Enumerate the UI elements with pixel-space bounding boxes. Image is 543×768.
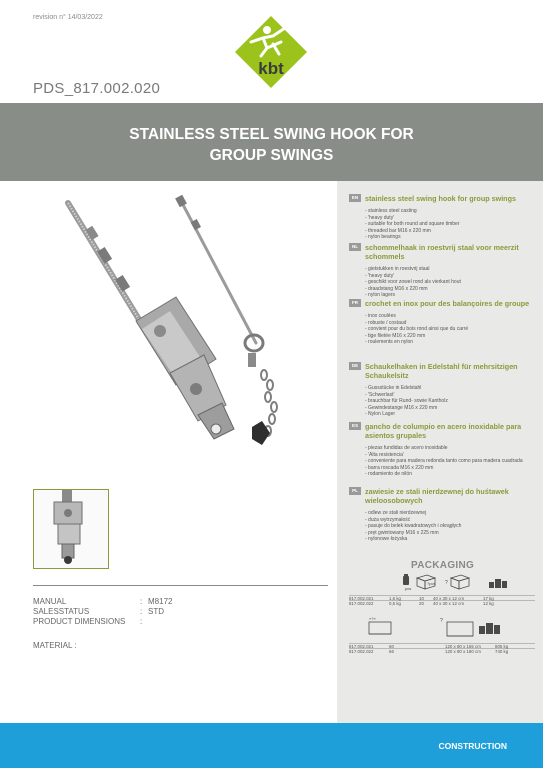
- product-title: [0, 124, 543, 166]
- packaging-cell: 60: [389, 644, 394, 649]
- lang-feature-item: - inox coulées: [365, 313, 396, 319]
- info-divider: [33, 585, 328, 586]
- lang-title: [349, 194, 535, 203]
- packaging-table-small: [349, 595, 535, 605]
- lang-feature-list: [349, 385, 535, 418]
- packaging-cell: 12 kg: [483, 601, 494, 607]
- lang-feature-item: - suitable for both round and square timber: [365, 221, 460, 228]
- footer-category[interactable]: CONSTRUCTION: [438, 741, 507, 751]
- packaging-cell: 120 x 80 x 180 cm: [445, 649, 481, 655]
- product-code: PDS_817.002.020: [33, 80, 161, 97]
- lang-title-text: stainless steel swing hook for group swings: [365, 194, 516, 203]
- packaging-cell: 66: [389, 649, 394, 655]
- lang-title: [349, 362, 535, 380]
- product-thumbnail[interactable]: [33, 489, 109, 569]
- lang-block-fr: [349, 299, 535, 346]
- packaging-cell: 740 kg: [495, 649, 509, 655]
- lang-title-text: gancho de columpio en acero inoxidable para asientos grupales: [365, 422, 522, 440]
- pallet-icon-label: ?: [440, 618, 443, 624]
- lang-feature-list: [349, 313, 535, 346]
- lang-code-badge: FR: [349, 299, 361, 307]
- title-banner: [0, 103, 543, 181]
- packaging-icons-pallet: [355, 614, 525, 640]
- lang-feature-list: [349, 445, 535, 478]
- packaging-cell: 817.002.021: [349, 644, 374, 649]
- lang-feature-item: - nylon bearings: [365, 234, 401, 241]
- lang-feature-item: - geschikt voor zowel rond als vierkant hout: [365, 279, 461, 286]
- lang-feature-item: - brauchbar für Rund- sowie Kantholz: [365, 398, 448, 405]
- lang-block-en: [349, 194, 535, 241]
- box-icon-label: ?: [445, 580, 448, 586]
- packaging-row: [349, 595, 535, 600]
- packaging-cell: 20: [419, 601, 424, 607]
- salesstatus-value: STD: [148, 607, 164, 616]
- logo-text: kbt: [258, 59, 284, 78]
- lang-feature-item: - nylon lagers: [365, 292, 396, 299]
- footer-bar: [0, 723, 543, 768]
- packaging-cell: 0,5 kg: [389, 601, 401, 607]
- dimensions-colon: :: [140, 617, 143, 626]
- lang-feature-item: - draadstang M16 x 220 mm: [365, 285, 428, 292]
- lang-title: [349, 299, 535, 308]
- lang-feature-item: - stainless steel casting: [365, 208, 417, 214]
- lang-feature-item: - odlew ze stali nierdzewnej: [365, 510, 427, 516]
- lang-feature-item: - duża wytrzymałość: [365, 516, 411, 523]
- revision-text: revision n° 14/03/2022: [33, 14, 103, 21]
- packaging-cell: 805 kg: [495, 644, 509, 649]
- lang-feature-item: - rodamiento de nilón: [365, 471, 412, 478]
- manual-value[interactable]: M8172: [148, 597, 173, 606]
- packaging-icons-small: [389, 572, 519, 592]
- lang-feature-list: [349, 266, 535, 299]
- lang-feature-item: - Gussstücke in Edelstahl: [365, 385, 422, 391]
- packaging-table-pallet: [349, 643, 535, 653]
- pcs-box-icon-label: ?pcs: [427, 581, 436, 586]
- lang-code-badge: PL: [349, 487, 361, 495]
- packaging-row: [349, 600, 535, 605]
- packaging-cell: 817.002.022: [349, 601, 374, 607]
- packaging-cell: 40 x 30 x 12 cm: [433, 596, 464, 601]
- lang-feature-item: - 'Schwerlast': [365, 391, 395, 398]
- product-title-line-1: STAINLESS STEEL SWING HOOK FOR: [129, 126, 414, 143]
- manual-label: MANUAL: [33, 597, 67, 606]
- lang-feature-list: [349, 510, 535, 543]
- lang-title: [349, 487, 535, 505]
- lang-code-badge: DE: [349, 362, 361, 370]
- packaging-cell: 817.002.021: [349, 596, 374, 601]
- kbt-logo: [233, 14, 309, 90]
- lang-feature-item: - 'heavy duty': [365, 272, 395, 279]
- salesstatus-colon: :: [140, 607, 143, 616]
- lang-block-nl: [349, 243, 535, 299]
- lang-title: [349, 243, 535, 261]
- lang-feature-item: - 'heavy duty': [365, 214, 395, 221]
- lang-feature-item: - pręt gwintowany M16 x 225 mm: [365, 529, 439, 536]
- lang-feature-item: - threaded bar M16 x 220 mm: [365, 227, 431, 234]
- lang-feature-item: - Gewindestange M16 x 220 mm: [365, 404, 438, 411]
- lang-title-text: schommelhaak in roestvrij staal voor meerzit schommels: [365, 243, 519, 261]
- pcs-icon-label: pcs: [405, 586, 412, 591]
- packaging-cell: 40 x 30 x 12 cm: [433, 601, 464, 607]
- lang-feature-item: - nylonowe łożyska: [365, 536, 408, 543]
- packaging-row: [349, 648, 535, 653]
- lang-feature-item: - barra roscada M16 x 220 mm: [365, 464, 434, 471]
- lang-block-de: [349, 362, 535, 418]
- packaging-cell: 817.002.022: [349, 649, 374, 655]
- lang-feature-item: - piezas fundidas de acero inoxidable: [365, 445, 448, 451]
- packaging-cell: 120 x 80 x 165 cm: [445, 644, 481, 649]
- lang-block-pl: [349, 487, 535, 543]
- packaging-cell: 17 kg: [483, 596, 494, 601]
- product-title-line-2: GROUP SWINGS: [209, 147, 334, 164]
- packaging-title: PACKAGING: [411, 560, 475, 571]
- lang-feature-item: - robuste / costaud: [365, 319, 407, 326]
- lang-title: [349, 422, 535, 440]
- lang-feature-item: - roulements en nylon: [365, 339, 414, 346]
- packaging-cell: 1,6 kg: [389, 596, 401, 601]
- salesstatus-label: SALESSTATUS: [33, 607, 90, 616]
- lang-feature-list: [349, 208, 535, 241]
- manual-colon: :: [140, 597, 143, 606]
- lang-feature-item: - pasuje do belek kwadratowych i okrągłych: [365, 523, 462, 530]
- lang-title-text: Schaukelhaken in Edelstahl für mehrsitzigen Schaukelsitz: [365, 362, 518, 380]
- lang-feature-item: - 'Alta resistencia': [365, 451, 404, 458]
- lang-title-text: zawiesie ze stali nierdzewnej do huśtawek wieloosobowych: [365, 487, 509, 505]
- svg-text:»?»: »?»: [369, 616, 376, 621]
- lang-feature-item: - conveniente para madera redonda tanto como para madera cuadrada: [365, 458, 523, 465]
- material-label: MATERIAL :: [33, 641, 77, 650]
- packaging-row: [349, 643, 535, 648]
- lang-feature-item: - tige filetée M16 x 220 mm: [365, 332, 426, 339]
- lang-feature-item: - convient pour du bois rond ainsi que du carré: [365, 326, 469, 333]
- lang-feature-item: - Nylon Lager: [365, 411, 396, 418]
- lang-feature-item: - gietstukken in roestvrij staal: [365, 266, 430, 272]
- lang-code-badge: ES: [349, 422, 361, 430]
- lang-code-badge: NL: [349, 243, 361, 251]
- lang-code-badge: EN: [349, 194, 361, 202]
- product-photo: [58, 193, 306, 455]
- packaging-cell: 10: [419, 596, 424, 601]
- lang-title-text: crochet en inox pour des balançoires de groupe: [365, 299, 530, 308]
- lang-block-es: [349, 422, 535, 478]
- dimensions-label: PRODUCT DIMENSIONS: [33, 617, 126, 626]
